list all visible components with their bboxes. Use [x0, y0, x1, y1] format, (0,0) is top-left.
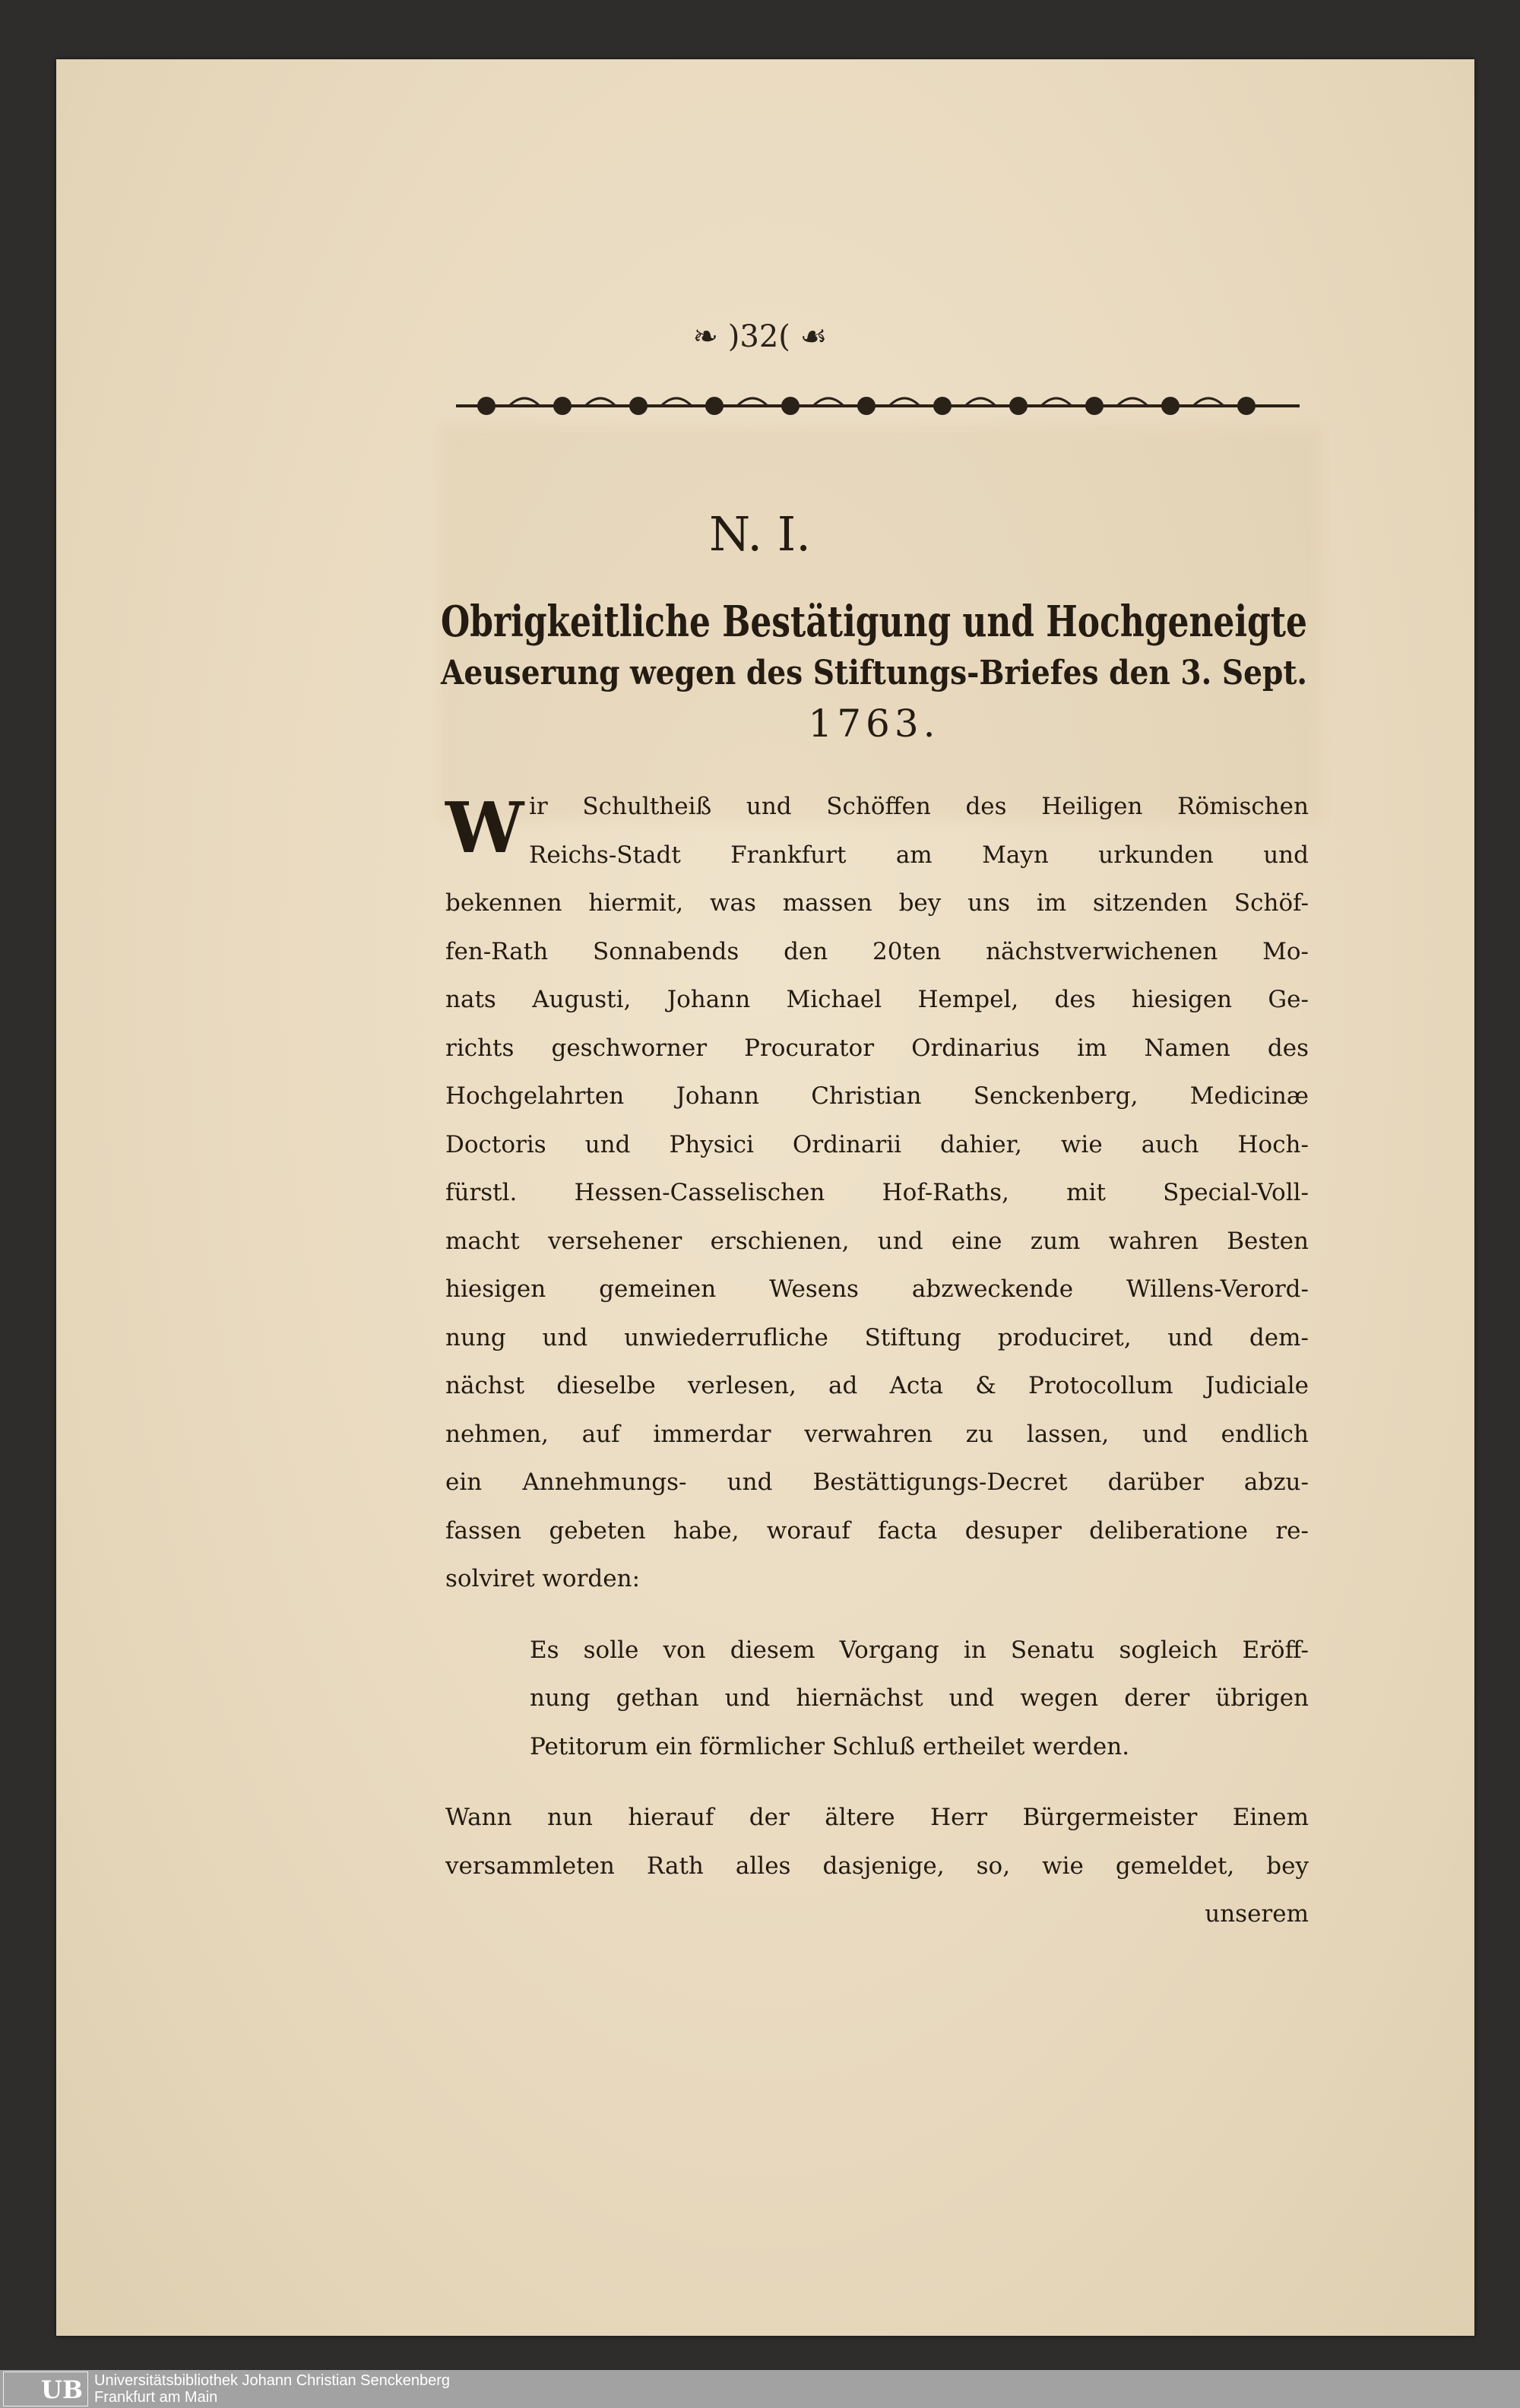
- text-line: Hochgelahrten Johann Christian Senckenberg, Medicinæ: [445, 1082, 1309, 1110]
- catchword: unserem: [1205, 1900, 1309, 1928]
- resolution-block: [530, 1627, 1309, 1772]
- text-line: solviret worden:: [445, 1565, 641, 1592]
- title-year: 1763.: [808, 702, 940, 746]
- document-number: N. I.: [709, 506, 811, 562]
- ornamental-border-icon: [456, 388, 1300, 423]
- text-line: nats Augusti, Johann Michael Hempel, des hiesigen Ge-: [445, 986, 1309, 1013]
- text-line: bekennen hiermit, was massen bey uns im sitzenden Schöf-: [445, 889, 1309, 917]
- drop-cap: W: [445, 787, 524, 869]
- fleuron-left-icon: ❧: [692, 319, 728, 354]
- text-line: Wann nun hierauf der ältere Herr Bürgermeister Einem: [445, 1804, 1309, 1831]
- text-line: macht versehener erschienen, und eine zum wahren Besten: [445, 1227, 1309, 1255]
- page-number-text: )32(: [727, 319, 790, 354]
- text-line: nächst dieselbe verlesen, ad Acta & Protocollum Judiciale: [445, 1372, 1309, 1399]
- text-line: versammleten Rath alles dasjenige, so, wie gemeldet, bey: [445, 1852, 1309, 1880]
- library-logo: UB: [3, 2372, 88, 2406]
- text-line: fen-Rath Sonnabends den 20ten nächstverwichenen Mo-: [445, 937, 1309, 965]
- text-line: Doctoris und Physici Ordinarii dahier, wie auch Hoch-: [445, 1130, 1309, 1158]
- text-line: ein Annehmungs- und Bestättigungs-Decret darüber abzu-: [445, 1469, 1309, 1496]
- text-line: nung gethan und hiernächst und wegen derer übrigen: [530, 1684, 1309, 1712]
- library-name: Universitätsbibliothek Johann Christian Senckenberg: [94, 2372, 451, 2389]
- text-line: hiesigen gemeinen Wesens abzweckende Willens-Verord-: [445, 1275, 1309, 1303]
- library-location: Frankfurt am Main: [94, 2389, 218, 2406]
- text-line: nehmen, auf immerdar verwahren zu lassen, und endlich: [445, 1420, 1309, 1448]
- page-number: [0, 319, 1520, 354]
- text-line: Petitorum ein förmlicher Schluß ertheilet werden.: [530, 1732, 1130, 1760]
- text-line: fürstl. Hessen-Casselischen Hof-Raths, mit Special-Voll-: [445, 1179, 1309, 1206]
- library-footer: [0, 2370, 1520, 2408]
- text-line: fassen gebeten habe, worauf facta desuper deliberatione re-: [445, 1516, 1309, 1545]
- text-line: Reichs-Stadt Frankfurt am Mayn urkunden und: [529, 841, 1309, 869]
- title-line-1: Obrigkeitliche Bestätigung und Hochgeneigte: [441, 597, 1308, 647]
- title-line-2: Aeuserung wegen des Stiftungs-Briefes den 3. Sept.: [441, 654, 1308, 692]
- fleuron-right-icon: ☙: [790, 319, 828, 354]
- document-body: [445, 783, 1309, 1939]
- text-line: Es solle von diesem Vorgang in Senatu sogleich Eröff-: [530, 1636, 1309, 1664]
- text-line: richts geschworner Procurator Ordinarius im Namen des: [445, 1034, 1309, 1062]
- text-line: nung und unwiederrufliche Stiftung produciret, und dem-: [445, 1323, 1309, 1351]
- text-line: ir Schultheiß und Schöffen des Heiligen Römischen: [529, 793, 1309, 820]
